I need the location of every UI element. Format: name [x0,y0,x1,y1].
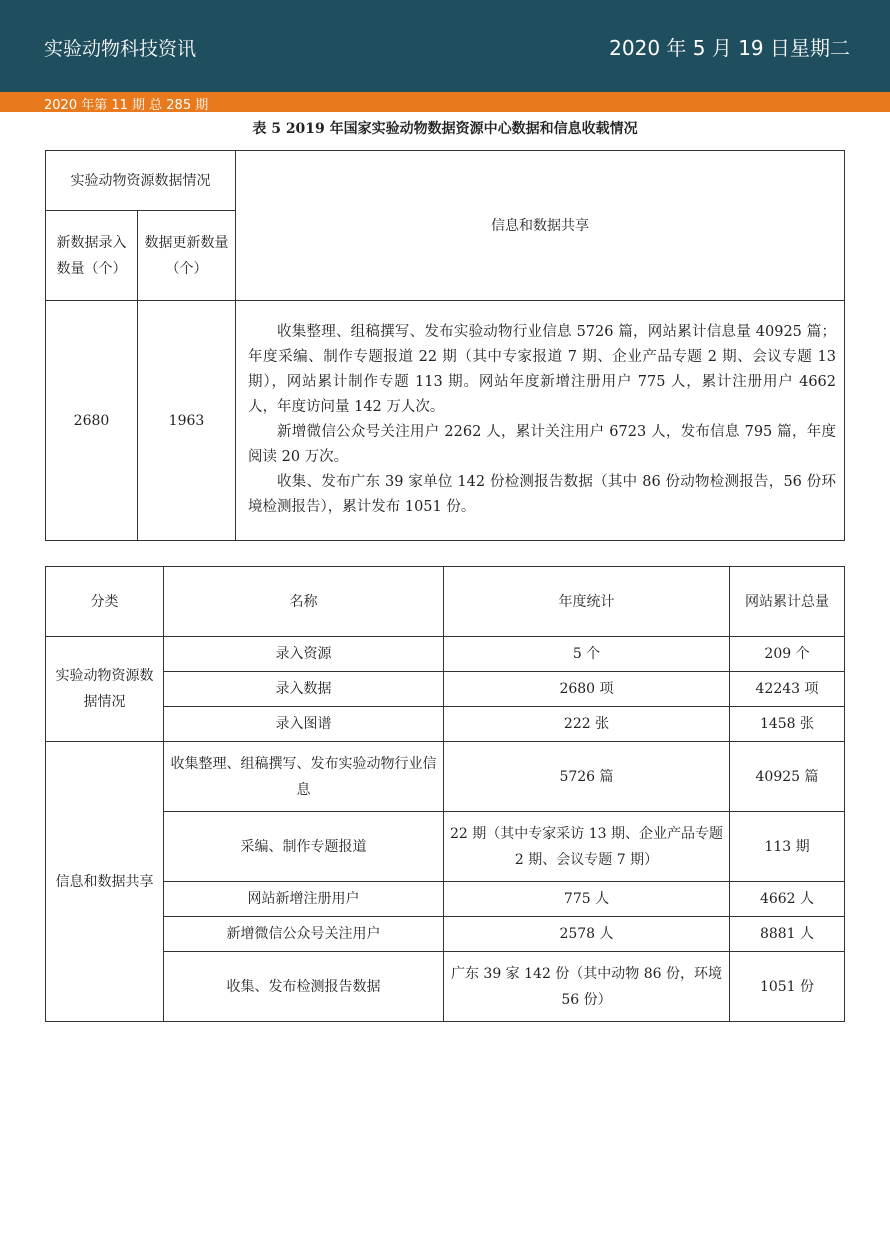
row-name: 录入数据 [164,672,444,707]
row-total: 209 个 [730,637,845,672]
table-row [46,812,845,882]
row-name: 收集整理、组稿撰写、发布实验动物行业信息 [164,742,444,812]
row-name: 网站新增注册用户 [164,882,444,917]
table-caption: 表 5 2019 年国家实验动物数据资源中心数据和信息收载情况 [252,121,638,137]
header-updates: 数据更新数量（个） [138,211,236,301]
header-total: 网站累计总量 [730,567,845,637]
row-total: 1051 份 [730,952,845,1022]
row-name: 收集、发布检测报告数据 [164,952,444,1022]
desc-paragraph: 新增微信公众号关注用户 2262 人，累计关注用户 6723 人，发布信息 795 篇，年度阅读 20 万次。 [248,423,836,465]
header-category: 分类 [46,567,164,637]
row-name: 采编、制作专题报道 [164,812,444,882]
table-row [46,917,845,952]
row-annual: 22 期（其中专家采访 13 期、企业产品专题 2 期、会议专题 7 期） [444,812,730,882]
desc-paragraph: 收集、发布广东 39 家单位 142 份检测报告数据（其中 86 份动物检测报告，56 份环境检测报告），累计发布 1051 份。 [248,473,836,515]
header-new-records: 新数据录入数量（个） [46,211,138,301]
desc-paragraph: 收集整理、组稿撰写、发布实验动物行业信息 5726 篇，网站累计信息量 40925 篇；年度采编、制作专题报道 22 期（其中专家报道 7 期、企业产品专题 2 期、会议专题 13 期），网站累计制作专题 113 期。网站年度新增注册用户 775 人，累计注册用户 4662 人，年度访问量 142 万人次。 [248,323,836,415]
row-annual: 广东 39 家 142 份（其中动物 86 份，环境 56 份） [444,952,730,1022]
table-row [46,707,845,742]
row-annual: 222 张 [444,707,730,742]
group-header-resource-data: 实验动物资源数据情况 [46,151,236,211]
row-total: 1458 张 [730,707,845,742]
category-resource-data: 实验动物资源数据情况 [46,637,164,742]
publication-date: 2020 年 5 月 19 日星期二 [609,36,850,60]
new-records-value: 2680 [46,301,138,541]
table-row [46,637,845,672]
table-row [46,952,845,1022]
row-annual: 775 人 [444,882,730,917]
statistics-table [45,566,845,1022]
row-annual: 5 个 [444,637,730,672]
row-name: 录入图谱 [164,707,444,742]
row-total: 4662 人 [730,882,845,917]
publication-title: 实验动物科技资讯 [44,38,197,60]
category-info-sharing: 信息和数据共享 [46,742,164,1022]
header-annual: 年度统计 [444,567,730,637]
row-annual: 2578 人 [444,917,730,952]
row-total: 113 期 [730,812,845,882]
row-total: 8881 人 [730,917,845,952]
row-total: 40925 篇 [730,742,845,812]
row-name: 新增微信公众号关注用户 [164,917,444,952]
row-name: 录入资源 [164,637,444,672]
row-annual: 5726 篇 [444,742,730,812]
row-total: 42243 项 [730,672,845,707]
issue-number: 2020 年第 11 期 总 285 期 [44,98,209,113]
header-info-sharing: 信息和数据共享 [236,151,845,301]
info-sharing-description [236,301,845,541]
row-annual: 2680 项 [444,672,730,707]
updates-value: 1963 [138,301,236,541]
header-name: 名称 [164,567,444,637]
table-row [46,672,845,707]
resource-summary-table [45,150,845,541]
table-row [46,882,845,917]
table-row [46,742,845,812]
